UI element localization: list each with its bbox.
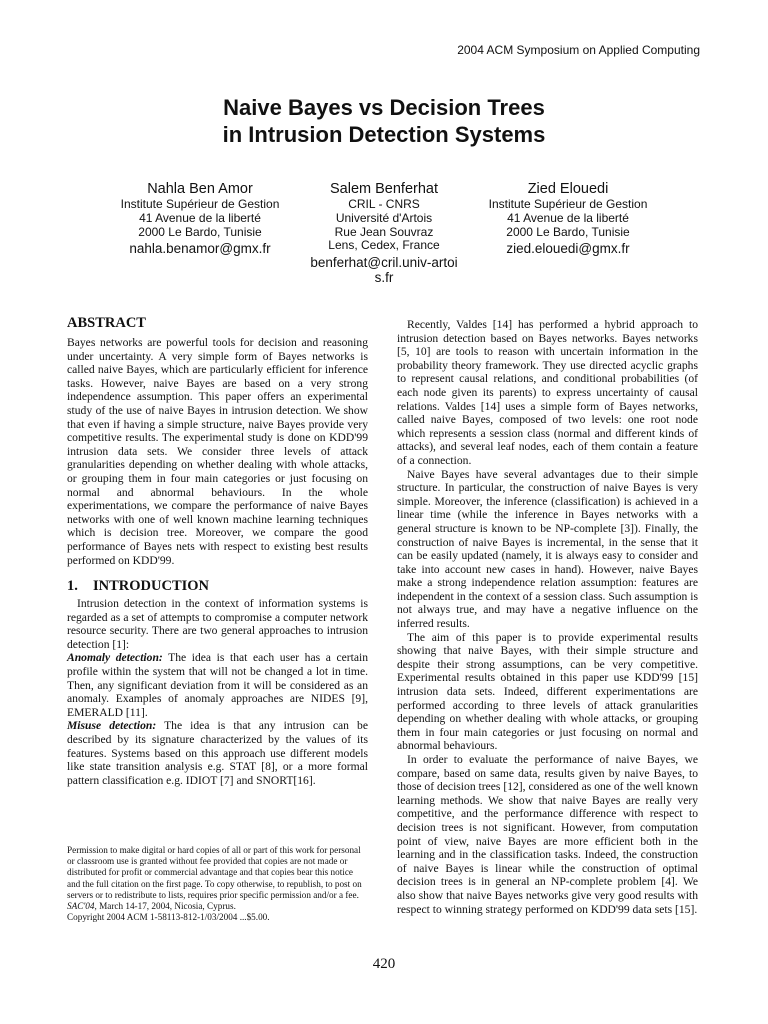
author-block-1 bbox=[100, 180, 300, 256]
author-affiliation-line: 41 Avenue de la liberté bbox=[507, 210, 629, 225]
anomaly-label: Anomaly detection: bbox=[67, 651, 163, 665]
misuse-text: The idea is that any intrusion can be described by its signature characterized by the values of its features. Systems based on this approach use different models like state transition analysis e.g. STAT [8], or a more formal pattern classification e.g. IDIOT [7] and SNORT[16]. bbox=[67, 719, 368, 787]
conference-line bbox=[67, 901, 368, 912]
body-paragraph: In order to evaluate the performance of naive Bayes, we compare, based on same data, results given by naive Bayes, to those of decision trees [12], considered as one of the well known learning methods. We show that naive Bayes are really very competitive, and the performance difference with respect to decision trees is not significant. However, from computation point of view, naive Bayes are more efficient both in the learning and in the classification tasks. Indeed, the construction of naive Bayes is linear while the construction of optimal decision trees is in general an NP-complete problem [4]. We also show that naive Bayes networks give very good results with respect to winning strategy performed on KDD'99 data sets [15]. bbox=[397, 753, 698, 916]
intro-paragraph: Intrusion detection in the context of information systems is regarded as a set of attempts to compromise a computer network resource security. There are two general approaches to intrusion detection [1]: bbox=[67, 597, 368, 651]
abstract-text: Bayes networks are powerful tools for decision and reasoning under uncertainty. A very simple form of Bayes networks is called naive Bayes, which are particularly efficient for inference tasks. However, naive Bayes are based on a very strong independence assumption. This paper offers an experimental study of the use of naive Bayes in intrusion detection. We show that even if having a simple structure, naive Bayes provide very competitive results. The experimental study is done on KDD'99 intrusion data sets. We consider three levels of attack granularities depending on whether dealing with whole attacks, or grouping them in four main categories or just focusing on normal and abnormal behaviours. In the whole experimentations, we compare the performance of naive Bayes networks with one of well known machine learning techniques which is decision tree. Moreover, we compare the good performance of Bayes nets with respect to existing best results performed on KDD'99. bbox=[67, 336, 368, 567]
body-paragraph: Naive Bayes have several advantages due to their simple structure. In particular, the construction of naive Bayes is very simple. Moreover, the inference (classification) is achieved in a linear time (while the inference in Bayes networks with a general structure is known to be NP-complete [3]). Finally, the construction of naive Bayes is incremental, in the sense that it can be easily updated (namely, it is always easy to consider and take into account new cases in hand). However, naive Bayes make a strong independence relation assumption: features are independent in the context of a session class. Such assumption is not always true, and may have a negative influence on the inferred results. bbox=[397, 467, 698, 631]
misuse-label: Misuse detection: bbox=[67, 719, 157, 733]
author-affiliation-line: Lens, Cedex, France bbox=[328, 238, 440, 253]
title-line-1: Naive Bayes vs Decision Trees bbox=[223, 95, 545, 120]
author-name: Nahla Ben Amor bbox=[147, 181, 253, 197]
misuse-paragraph bbox=[67, 719, 368, 787]
venue-header: 2004 ACM Symposium on Applied Computing bbox=[457, 43, 700, 57]
body-paragraph: The aim of this paper is to provide experimental results showing that naive Bayes, with their simple structure and despite their strong assumptions, can be very competitive. Experimental results obtained in this paper use KDD'99 [15] intrusion data sets. Indeed, different experimentations are performed according to three levels of attack granularities depending on whether dealing with whole attacks, or grouping them in four main categories or just focusing on normal and abnormal behaviours. bbox=[397, 630, 698, 753]
section-number: 1. bbox=[67, 578, 78, 595]
author-affiliation-line: Université d'Artois bbox=[335, 210, 433, 225]
permission-notice bbox=[67, 845, 368, 923]
author-email: zied.elouedi@gmx.fr bbox=[506, 241, 630, 257]
left-column bbox=[67, 314, 368, 787]
author-email: benferhat@cril.univ-artois.fr bbox=[310, 255, 458, 286]
right-column bbox=[397, 318, 698, 916]
author-affiliation-line: CRIL - CNRS bbox=[348, 197, 420, 211]
author-affiliation-line: 2000 Le Bardo, Tunisie bbox=[506, 224, 630, 239]
author-affiliation-line: Rue Jean Souvraz bbox=[334, 224, 434, 239]
anomaly-text: The idea is that each user has a certain profile within the system that will not be changed a lot in time. Then, any significant deviation from it will be considered as an anomaly. Examples of anomaly approaches are NIDES [9], EMERALD [11]. bbox=[67, 651, 368, 719]
author-affiliation-line: 2000 Le Bardo, Tunisie bbox=[138, 224, 262, 239]
body-paragraph: Recently, Valdes [14] has performed a hybrid approach to intrusion detection based on Bayes networks. Bayes networks [5, 10] are tools to reason with uncertain information in the probability theory framework. They use directed acyclic graphs to represent causal relations, and conditional probabilities (of each node given its parents) to express uncertainty of causal relations. Valdes [14] uses a simple form of Bayes networks, called naive Bayes, composed of two levels: one root node which represents a session class (normal and different kinds of attacks), and several leaf nodes, each of them contain a feature of a connection. bbox=[397, 318, 698, 467]
author-email: nahla.benamor@gmx.fr bbox=[129, 241, 271, 257]
conference-text: March 14-17, 2004, Nicosia, Cyprus. bbox=[96, 901, 236, 912]
abstract-heading: ABSTRACT bbox=[67, 315, 146, 331]
author-affiliation-line: Institute Supérieur de Gestion bbox=[488, 197, 648, 211]
author-name: Zied Elouedi bbox=[527, 181, 609, 197]
anomaly-paragraph bbox=[67, 651, 368, 719]
author-block-3 bbox=[468, 180, 668, 256]
copyright-line: Copyright 2004 ACM 1-58113-812-1/03/2004 ...$5.00. bbox=[67, 912, 270, 923]
section-title: INTRODUCTION bbox=[93, 578, 210, 595]
author-name: Salem Benferhat bbox=[329, 181, 438, 197]
conference-label: SAC'04, bbox=[67, 901, 97, 912]
intro-heading bbox=[67, 577, 368, 595]
permission-text: Permission to make digital or hard copies of all or part of this work for personal or classroom use is granted without fee provided that copies are not made or distributed for profit or commercial advantage and that copies bear this notice and the full citation on the first page. To copy otherwise, to republish, to post on servers or to redistribute to lists, requires prior specific permission and/or a fee. bbox=[67, 845, 362, 900]
author-affiliation-line: Institute Supérieur de Gestion bbox=[120, 197, 280, 211]
author-block-2 bbox=[284, 180, 484, 285]
page-number: 420 bbox=[372, 956, 396, 972]
title-line-2: in Intrusion Detection Systems bbox=[222, 122, 546, 147]
author-affiliation-line: 41 Avenue de la liberté bbox=[139, 210, 261, 225]
paper-title bbox=[0, 94, 768, 148]
